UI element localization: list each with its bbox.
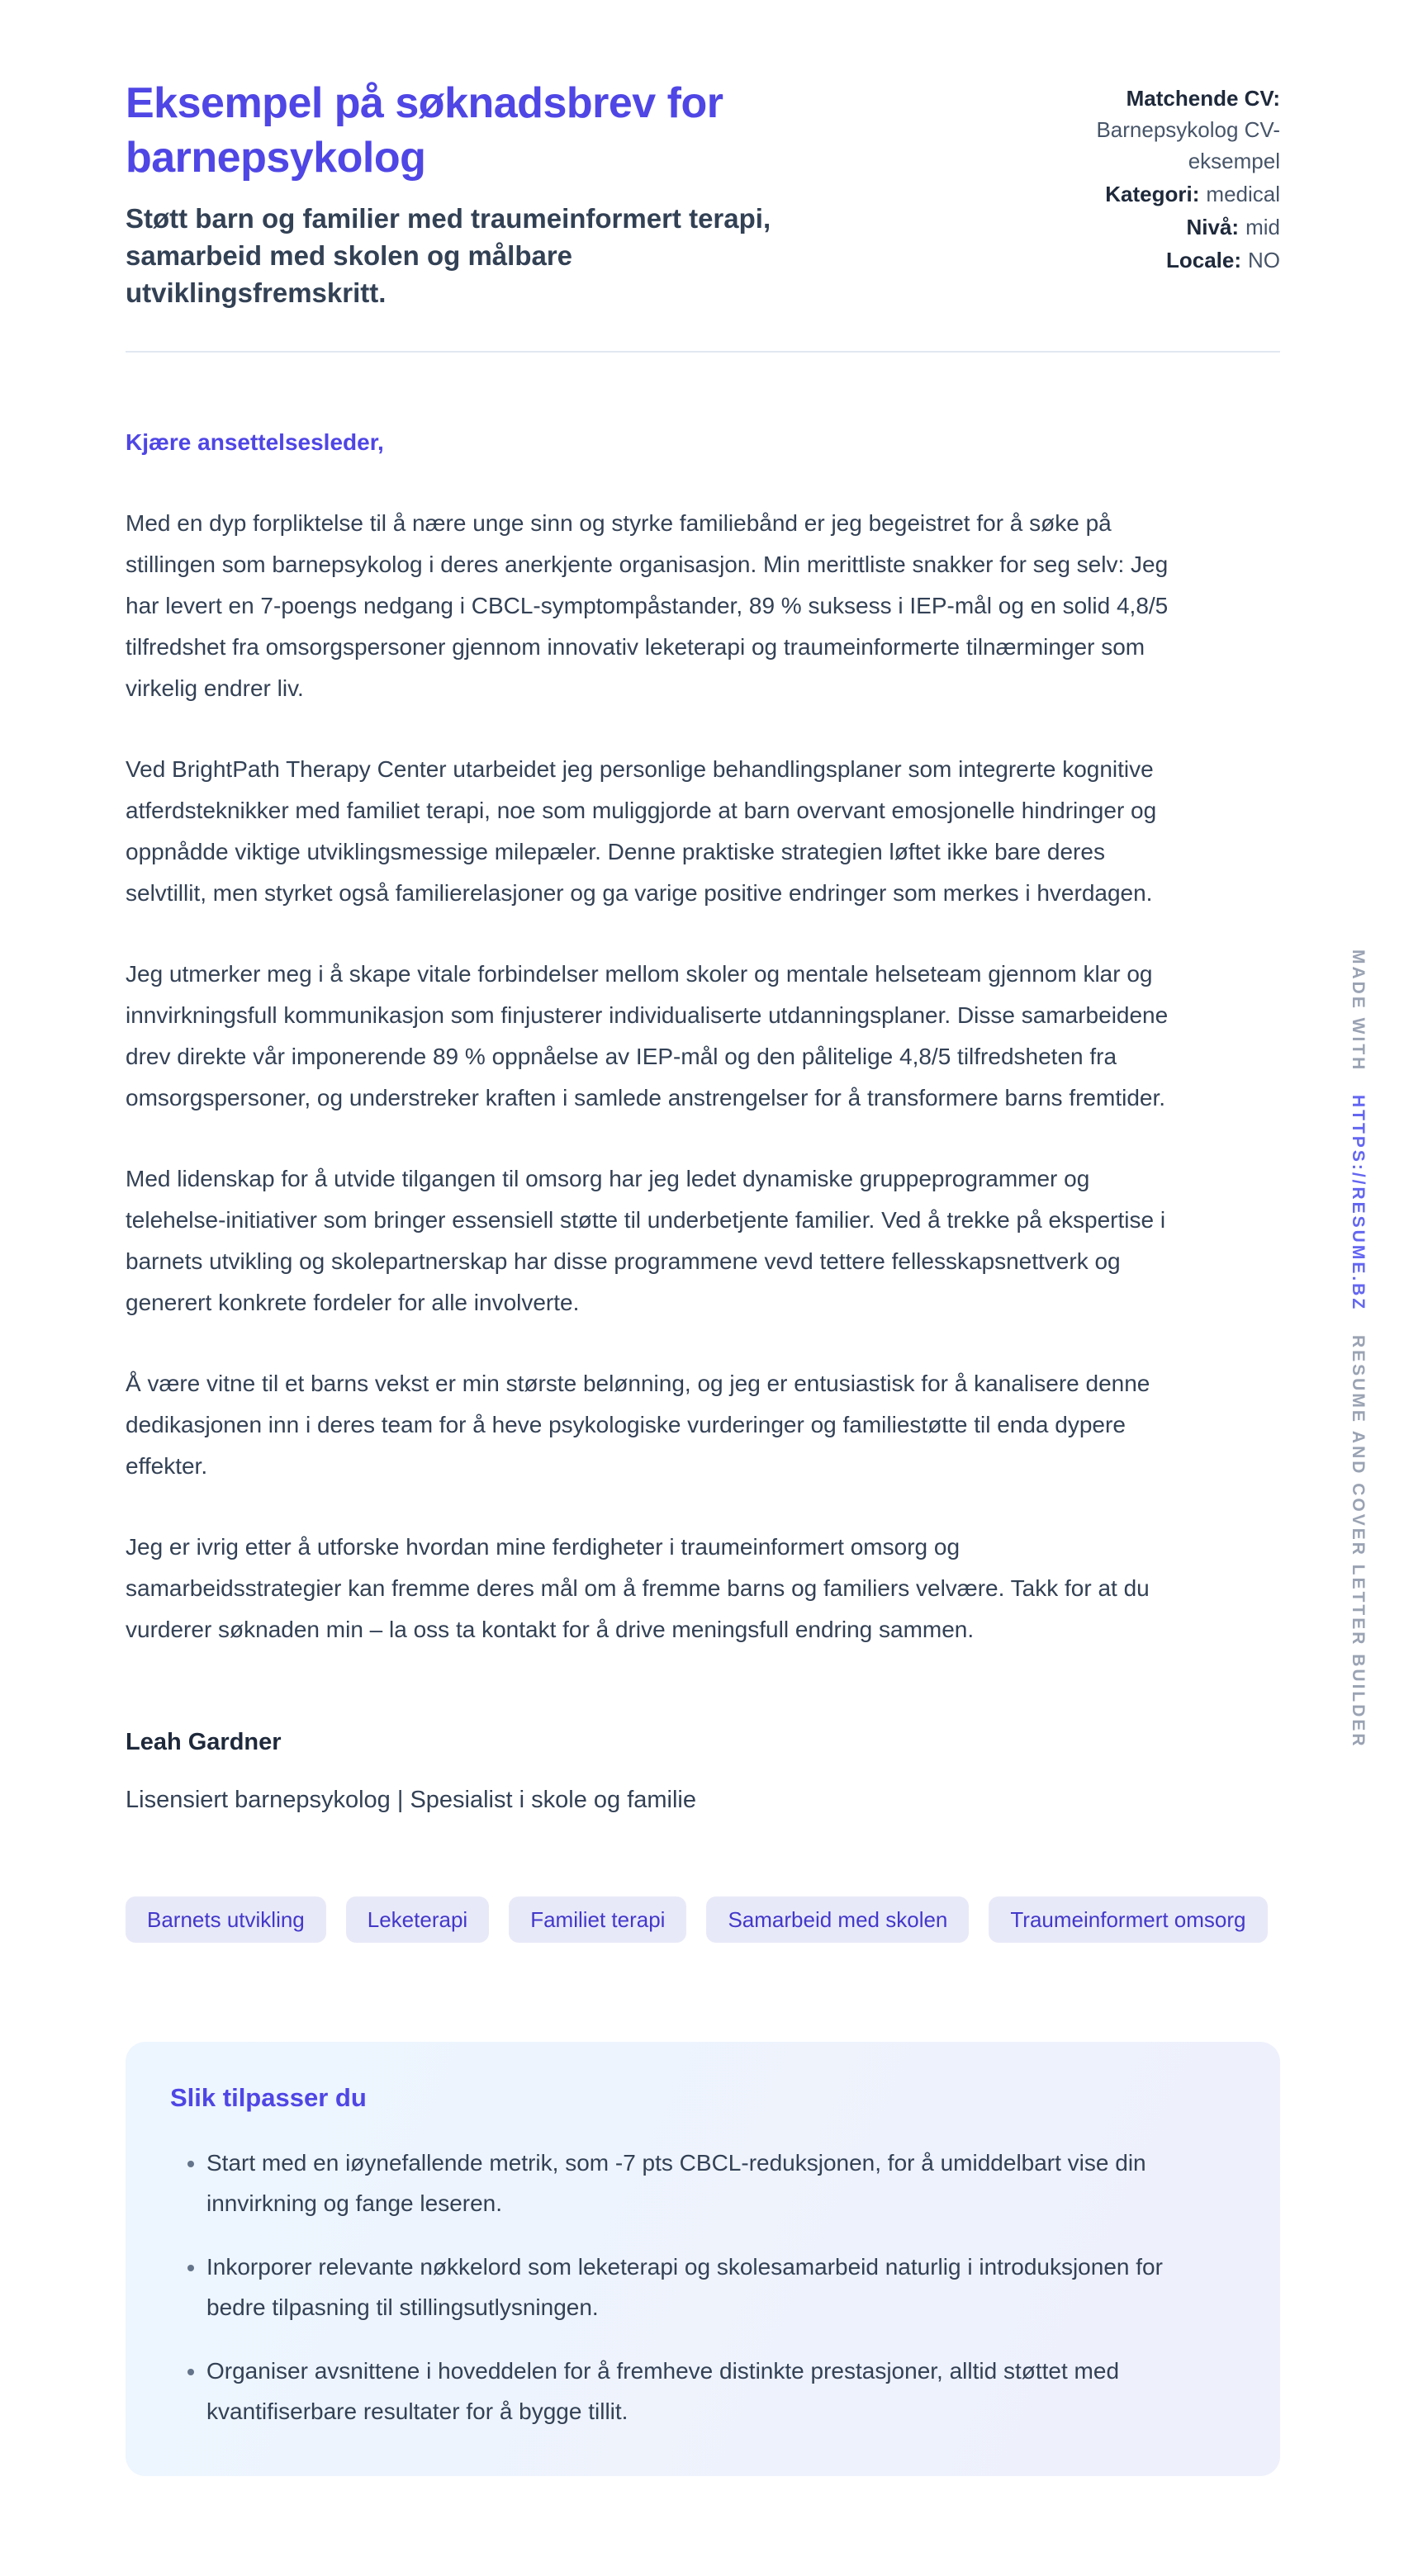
letter-paragraph: Ved BrightPath Therapy Center utarbeidet jeg personlige behandlingsplaner som integrerte kognitive atferdsteknikker med familiet terapi, noe som muliggjorde at barn overvant emosjonelle hindringer og oppnådde viktige utviklingsmessige milepæler. Denne praktiske strategien løftet ikke bare deres selvtillit, men styrket også familierelasjoner og ga varige positive endringer som merkes i hverdagen. [126,756,1157,906]
meta-value: NO [1248,248,1280,272]
meta-label: Matchende CV: [1126,86,1280,111]
tag-chip[interactable]: Familiet terapi [509,1896,686,1943]
meta-panel [1089,76,1280,277]
tip-item: • Start med en iøynefallende metrik, som -7 pts CBCL-reduksjonen, for å umiddelbart vise din innvirkning og fange leseren. [206,2143,1222,2223]
tag-chip[interactable]: Leketerapi [346,1896,489,1943]
letter-paragraph: Å være vitne til et barns vekst er min største belønning, og jeg er entusiastisk for å kanalisere denne dedikasjonen inn i deres team for å heve psykologiske vurderinger og familiestøtte til enda dypere effekter. [126,1371,1150,1479]
tip-item: • Inkorporer relevante nøkkelord som leketerapi og skolesamarbeid naturlig i introduksjonen for bedre tilpasning til stillingsutlysningen. [206,2247,1222,2327]
tag-chip[interactable]: Samarbeid med skolen [706,1896,969,1943]
meta-value: medical [1206,182,1280,206]
meta-label: Kategori: [1105,182,1200,206]
meta-value: mid [1245,215,1280,239]
header-divider [126,351,1280,353]
meta-label: Locale: [1165,248,1241,272]
header-titles [126,76,819,311]
resume-bz-link[interactable]: HTTPS://RESUME.BZ [1349,1095,1368,1312]
meta-matching-cv [1089,83,1280,177]
signature-name: Leah Gardner [126,1729,282,1755]
tag-chip[interactable]: Traumeinformert omsorg [989,1896,1267,1943]
greeting: Kjære ansettelsesleder, [126,429,384,455]
header [126,76,1280,311]
signature-title: Lisensiert barnepsykolog | Spesialist i skole og familie [126,1787,696,1813]
tag-list [126,1896,1280,1943]
tips-callout [126,2042,1280,2476]
tip-item: • Organiser avsnittene i hoveddelen for å fremheve distinkte prestasjoner, alltid støttet med kvantifiserbare resultater for å bygge tillit. [206,2351,1222,2432]
meta-value: Barnepsykolog CV-eksempel [1096,117,1280,173]
tips-list [170,2143,1236,2432]
watermark-suffix: RESUME AND COVER LETTER BUILDER [1349,1334,1368,1749]
meta-category [1089,178,1280,210]
meta-locale [1089,244,1280,276]
letter-paragraph: Jeg utmerker meg i å skape vitale forbindelser mellom skoler og mentale helseteam gjennom klar og innvirkningsfull kommunikasjon som finjusterer individualiserte utdanningsplaner. Disse samarbeidene drev direkte vår imponerende 89 % oppnåelse av IEP-mål og den pålitelige 4,8/5 tilfredsheten fra omsorgspersoner, og understreker kraften i samlede anstrengelser for å transformere barns fremtider. [126,961,1169,1110]
tag-chip[interactable]: Barnets utvikling [126,1896,326,1943]
letter-body [126,422,1170,1821]
page-title: Eksempel på søknadsbrev for barnepsykolog [126,79,723,182]
tips-title: Slik tilpasser du [170,2083,367,2112]
letter-paragraph: Med lidenskap for å utvide tilgangen til omsorg har jeg ledet dynamiske gruppeprogrammer og telehelse-initiativer som bringer essensiell støtte til underbetjente familier. Ved å trekke på ekspertise i barnets utvikling og skolepartnerskap har disse programmene vevd tettere fellesskapsnettverk og generert konkrete fordeler for alle involverte. [126,1166,1166,1315]
meta-label: Nivå: [1186,215,1240,239]
watermark-prefix: MADE WITH [1349,949,1368,1073]
letter-paragraph: Med en dyp forpliktelse til å nære unge sinn og styrke familiebånd er jeg begeistret for å søke på stillingen som barnepsykolog i deres anerkjente organisasjon. Min merittliste snakker for seg selv: Jeg har levert en 7-poengs nedgang i CBCL-symptompåstander, 89 % suksess i IEP-mål og en solid 4,8/5 tilfredshet fra omsorgspersoner gjennom innovativ leketerapi og traumeinformerte tilnærminger som virkelig endrer liv. [126,510,1169,701]
watermark [1348,949,1368,1748]
meta-level [1089,211,1280,243]
page-subtitle: Støtt barn og familier med traumeinformert terapi, samarbeid med skolen og målbare utviklingsfremskritt. [126,203,771,308]
letter-paragraph: Jeg er ivrig etter å utforske hvordan mine ferdigheter i traumeinformert omsorg og samarbeidsstrategier kan fremme deres mål om å fremme barns og familiers velvære. Takk for at du vurderer søknaden min – la oss ta kontakt for å drive meningsfull endring sammen. [126,1534,1150,1642]
